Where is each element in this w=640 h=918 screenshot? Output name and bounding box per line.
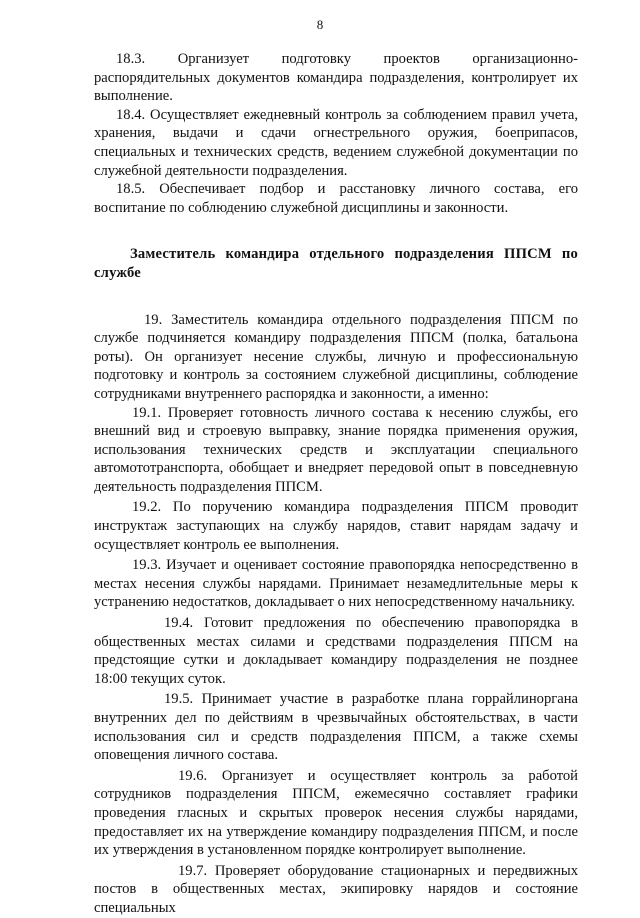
paragraph-19-5: 19.5. Принимает участие в разработке плана горрайлиноргана внутренних дел по действиям в чрезвычайных обстоятельствах, в части использования сил и средств подразделения ППСМ, а также схемы оповещения личного состава.	[94, 691, 578, 764]
paragraph-19: 19. Заместитель командира отдельного подразделения ППСМ по службе подчиняется командиру подразделения ППСМ (полка, батальона роты). Он организует несение службы, личную и профессиональную подготовку и контроль за состоянием служебной дисциплины, соблюдение сотрудниками внутреннего распорядка и законности, а именно:	[94, 311, 578, 402]
page-number: 8	[316, 17, 324, 32]
paragraph-19-6: 19.6. Организует и осуществляет контроль за работой сотрудников подразделения ППСМ, ежемесячно составляет графики проведения гласных и скрытых проверок несения службы нарядами, предоставляет их на утверждение командиру подразделения ППСМ, и после их утверждения в установленном порядке контролирует выполнение.	[94, 767, 578, 859]
paragraph-19-7: 19.7. Проверяет оборудование стационарных и передвижных постов в общественных местах, экипировку нарядов и состояние специальных	[94, 862, 578, 916]
paragraph-18-5: 18.5. Обеспечивает подбор и расстановку личного состава, его воспитание по соблюдению служебной дисциплины и законности.	[94, 181, 578, 216]
paragraph-19-3: 19.3. Изучает и оценивает состояние правопорядка непосредственно в местах несения службы нарядами. Принимает незамедлительные меры к устранению недостатков, докладывает о них непосредственному начальнику.	[94, 557, 578, 611]
paragraph-19-1: 19.1. Проверяет готовность личного состава к несению службы, его внешний вид и строевую выправку, знание порядка применения оружия, использования технических средств и эксплуатации специального автомототранспорта, обобщает и внедряет передовой опыт в повседневную деятельность подразделения ППСМ.	[94, 404, 578, 495]
section-heading: Заместитель командира отдельного подразделения ППСМ по службе	[94, 246, 578, 281]
paragraph-18-4: 18.4. Осуществляет ежедневный контроль за соблюдением правил учета, хранения, выдачи и сдачи огнестрельного оружия, боеприпасов, специальных и технических средств, ведением служебной документации по служебной деятельности подразделения.	[94, 106, 578, 179]
paragraph-19-4: 19.4. Готовит предложения по обеспечению правопорядка в общественных местах силами и средствами подразделения ППСМ на предстоящие сутки и докладывает командиру подразделения не позднее 18:00 текущих суток.	[94, 615, 578, 687]
paragraph-19-2: 19.2. По поручению командира подразделения ППСМ проводит инструктаж заступающих на службу нарядов, ставит нарядам задачу и осуществляет контроль ее выполнения.	[94, 499, 578, 553]
paragraph-18-3: 18.3. Организует подготовку проектов организационно-распорядительных документов командира подразделения, контролирует их выполнение.	[94, 51, 578, 105]
document-body	[94, 50, 578, 918]
